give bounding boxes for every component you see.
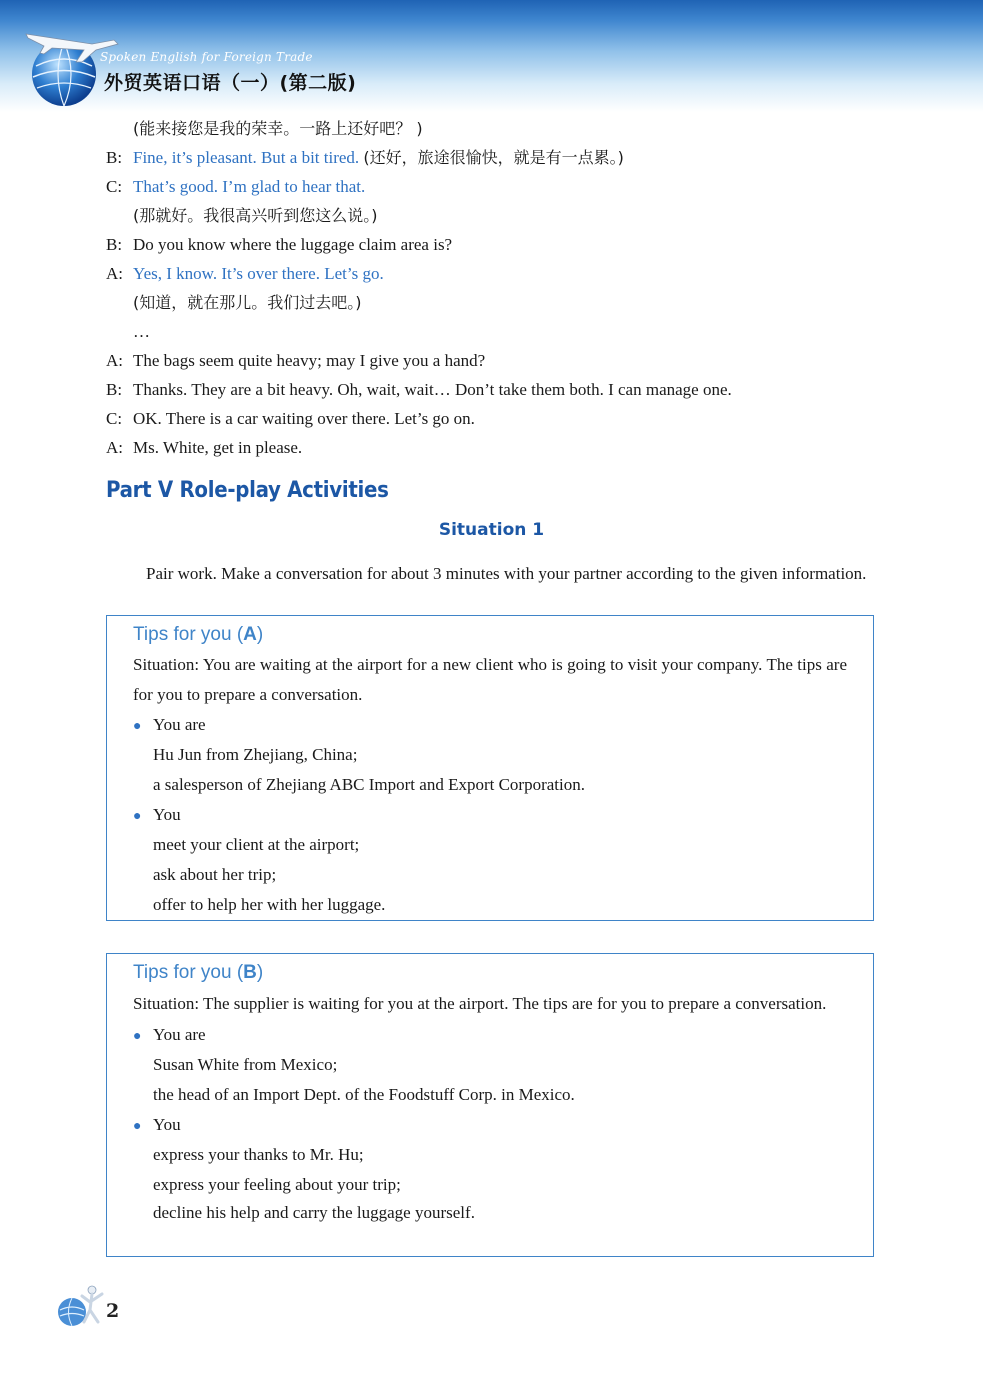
tips-heading-a — [133, 620, 847, 650]
chinese-translation: (那就好。我很高兴听到您这么说。) — [133, 206, 378, 225]
bullet-dot-icon: ● — [133, 1119, 142, 1134]
tip-detail: express your thanks to Mr. Hu; — [153, 1145, 364, 1164]
tip-detail: express your feeling about your trip; — [153, 1175, 401, 1194]
dialog-line — [106, 288, 886, 317]
dialog-line — [106, 201, 886, 230]
globe-airplane-logo-icon — [22, 22, 122, 110]
english-sentence: Fine, it’s pleasant. But a bit tired. — [133, 148, 360, 167]
situation-text: Situation: You are waiting at the airport for a new client who is going to visit your company. The tips are for you to prepare a conversation. — [133, 655, 847, 704]
speaker-label: A: — [106, 351, 123, 370]
series-english-title: Spoken English for Foreign Trade — [100, 50, 313, 64]
speaker-label: C: — [106, 177, 123, 196]
dialog — [106, 114, 886, 462]
instructions-paragraph: Pair work. Make a conversation for about 3 minutes with your partner according to the given information. — [146, 564, 867, 583]
dialog-line — [106, 317, 886, 346]
tips-heading-letter: B — [243, 962, 257, 983]
book-title: 外贸英语口语（一）(第二版) — [104, 72, 357, 94]
bullet-dot-icon: ● — [133, 809, 142, 824]
tips-heading-suffix: ) — [256, 624, 264, 645]
situation-text: Situation: The supplier is waiting for you at the airport. The tips are for you to prepare a conversation. — [133, 994, 827, 1013]
situation-heading: Situation 1 — [438, 520, 545, 540]
english-sentence: The bags seem quite heavy; may I give you a hand? — [133, 351, 486, 370]
speaker-label: C: — [106, 409, 123, 428]
speaker-label: A: — [106, 438, 123, 457]
bullet-label: You — [153, 1115, 181, 1134]
english-sentence: Ms. White, get in please. — [133, 438, 303, 457]
bullet-item — [133, 710, 847, 740]
speaker-label: B: — [106, 235, 123, 254]
tips-heading-b — [133, 958, 847, 988]
bullet-item — [133, 800, 847, 830]
english-sentence: Thanks. They are a bit heavy. Oh, wait, wait… Don’t take them both. I can manage one. — [133, 380, 732, 399]
speaker-label: B: — [106, 380, 123, 399]
bullet-item — [133, 1020, 847, 1050]
tips-box-a — [106, 615, 874, 921]
tip-detail: a salesperson of Zhejiang ABC Import and Export Corporation. — [153, 775, 585, 794]
ellipsis: … — [133, 322, 150, 341]
bullet-dot-icon: ● — [133, 719, 142, 734]
english-sentence: That’s good. I’m glad to hear that. — [133, 177, 366, 196]
tips-box-b — [106, 953, 874, 1257]
dialog-line — [106, 230, 886, 259]
speaker-label: A: — [106, 264, 123, 283]
tip-detail: the head of an Import Dept. of the Foodstuff Corp. in Mexico. — [153, 1085, 575, 1104]
speaker-label: B: — [106, 148, 123, 167]
chinese-translation: (能来接您是我的荣幸。一路上还好吧？ ) — [133, 119, 423, 138]
tip-detail: ask about her trip; — [153, 865, 277, 884]
bullet-label: You are — [153, 1025, 206, 1044]
dialog-line — [106, 346, 886, 375]
footer-globe-figure-icon — [52, 1280, 108, 1332]
tip-detail: Hu Jun from Zhejiang, China; — [153, 745, 358, 764]
english-sentence: Do you know where the luggage claim area is? — [133, 235, 453, 254]
bullet-dot-icon: ● — [133, 1029, 142, 1044]
dialog-line — [106, 433, 886, 462]
dialog-line — [106, 114, 886, 143]
tip-detail: meet your client at the airport; — [153, 835, 360, 854]
tip-detail: Susan White from Mexico; — [153, 1055, 338, 1074]
chinese-translation: (还好，旅途很愉快，就是有一点累。) — [363, 148, 624, 167]
bullet-item — [133, 1110, 847, 1140]
dialog-line — [106, 375, 886, 404]
dialog-line — [106, 259, 886, 288]
tip-detail: offer to help her with her luggage. — [153, 895, 386, 914]
dialog-line — [106, 172, 886, 201]
dialog-line — [106, 143, 886, 172]
chinese-translation: (知道，就在那儿。我们过去吧。) — [133, 293, 362, 312]
dialog-line — [106, 404, 886, 433]
tip-detail: decline his help and carry the luggage yourself. — [153, 1203, 475, 1222]
bullet-label: You are — [153, 715, 206, 734]
part-heading: Part V Role-play Activities — [106, 478, 389, 503]
english-sentence: Yes, I know. It’s over there. Let’s go. — [133, 264, 384, 283]
tips-heading-prefix: Tips for you ( — [133, 624, 244, 645]
tips-heading-suffix: ) — [256, 962, 264, 983]
english-sentence: OK. There is a car waiting over there. Let’s go on. — [133, 409, 475, 428]
bullet-label: You — [153, 805, 181, 824]
tips-heading-letter: A — [243, 624, 257, 645]
tips-heading-prefix: Tips for you ( — [133, 962, 244, 983]
page-number: 2 — [106, 1300, 120, 1322]
